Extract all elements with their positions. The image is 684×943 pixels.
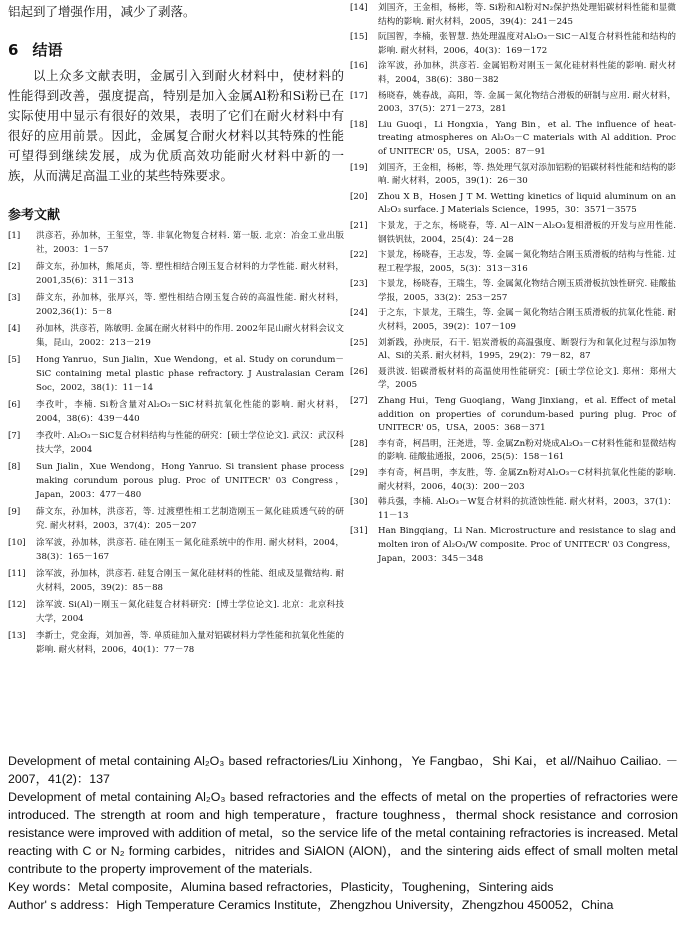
reference-item: [350, 307, 676, 334]
reference-number: [26]: [350, 366, 368, 377]
reference-number: [4]: [8, 324, 21, 334]
reference-item: [350, 90, 676, 117]
reference-text: 刘国齐，王金相，杨彬，等. Si粉和Al粉对N₂保护热处理铝碳材料性能和显微结构的影响. 耐火材料，2005，39(4)：241－245: [378, 3, 676, 27]
reference-text: 聂洪波. 铝碳滑板材料的高温使用性能研究：[硕士学位论文]. 郑州：郑州大学，2005: [378, 366, 676, 391]
reference-text: 李孜叶. Al₂O₃－SiC复合材料结构与性能的研究：[硕士学位论文]. 武汉：武汉科技大学，2004: [36, 431, 344, 455]
section-title: 结语: [32, 41, 63, 59]
reference-text: 薛文东，孙加林，洪彦若，等. 过渡塑性相工艺制造刚玉－氮化硅质透气砖的研究. 耐火材料，2003，37(4)：205－207: [36, 507, 344, 531]
reference-text: 薛文东，孙加林，熊尾贞，等. 塑性相结合刚玉复合材料的力学性能. 耐火材料，2001,35(6)：311－313: [36, 262, 344, 286]
reference-text: 卞景龙，杨晓春，王志发，等. 金属－氮化物结合刚玉质滑板的结构与性能. 过程工程学报，2005，5(3)：313－316: [378, 250, 676, 274]
reference-item: [8, 429, 344, 457]
reference-number: [21]: [350, 220, 368, 231]
reference-number: [1]: [8, 231, 21, 241]
reference-number: [5]: [8, 355, 21, 365]
reference-item: [8, 460, 344, 502]
reference-text: 刘新践，孙庚辰，石干. 铝炭滑板的高温强度、断裂行为和氧化过程与添加物Al、Si的关系. 耐火材料，1995，29(2)：79－82，87: [378, 337, 676, 362]
reference-item: [350, 162, 676, 189]
abstract-citation: Development of metal containing Al₂O₃ based refractories/Liu Xinhong，Ye Fangbao，Shi Kai，et al//Naihuo Cailiao. －2007，41(2)：137: [8, 754, 678, 786]
reference-number: [7]: [8, 431, 21, 441]
reference-text: Han Bingqiang，Li Nan. Microstructure and resistance to slag and molten iron of Al₂O₃/W composite. Proc of UNITECR' 03 Congress，Japan，2003：345－348: [378, 526, 676, 564]
reference-text: 涂军波，孙加林，洪彦若. 硅复合刚玉－氮化硅材料的性能、组成及显微结构. 耐火材料，2005，39(2)：85－88: [36, 569, 344, 593]
reference-number: [10]: [8, 538, 26, 548]
reference-text: 孙加林，洪彦若，陈敏明. 金属在耐火材料中的作用. 2002年昆山耐火材料会议文集，昆山，2002：213－219: [36, 324, 344, 348]
reference-item: [350, 337, 676, 364]
reference-text: 李孜叶，李楠. Si粉含量对Al₂O₃－SiC材料抗氧化性能的影响. 耐火材料，2004，38(6)：439－440: [36, 400, 344, 424]
references-list-left: [8, 229, 344, 657]
reference-number: [31]: [350, 526, 368, 537]
reference-text: Liu Guoqi，Li Hongxia，Yang Bin，et al. The influence of heat-treating atmospheres on Al₂O₃－C materials with Al addition. Proc of UNITECR' 05，USA，2005：87－91: [378, 119, 676, 157]
reference-number: [23]: [350, 279, 368, 290]
reference-item: [8, 567, 344, 595]
reference-text: 涂军波，孙加林，洪彦若. 硅在刚玉－氮化硅系统中的作用. 耐火材料，2004，38(3)：165－167: [36, 538, 344, 562]
reference-item: [8, 629, 344, 657]
left-column: [8, 2, 344, 660]
lead-line: 铝起到了增强作用，减少了剥落。: [8, 4, 196, 19]
reference-number: [20]: [350, 191, 368, 202]
reference-number: [9]: [8, 507, 21, 517]
reference-number: [19]: [350, 162, 368, 173]
reference-item: [350, 249, 676, 276]
section-number: 6: [8, 41, 19, 59]
reference-number: [14]: [350, 3, 368, 13]
reference-item: [8, 598, 344, 626]
reference-item: [350, 31, 676, 58]
reference-item: [8, 353, 344, 395]
reference-item: [350, 438, 676, 465]
reference-text: 于之东，卞景龙，王瑞生，等. 金属－氮化物结合刚玉质滑板的抗氧化性能. 耐火材料，2005，39(2)：107－109: [378, 308, 676, 333]
reference-number: [11]: [8, 569, 26, 579]
reference-number: [3]: [8, 293, 21, 303]
reference-item: [350, 191, 676, 218]
reference-item: [8, 398, 344, 426]
reference-number: [16]: [350, 61, 368, 72]
reference-text: Sun Jialin，Xue Wendong，Hong Yanruo. Si transient phase process making corundum porous plug. Proc of UNITECR' 03 Congress，Japan，2003：477－480: [36, 462, 344, 500]
reference-text: 涂军波，孙加林，洪彦若. 金属铝粉对刚玉－氮化硅材料性能的影响. 耐火材料，2004，38(6)：380－382: [378, 61, 676, 85]
reference-text: Hong Yanruo，Sun Jialin，Xue Wendong，et al. Study on corundum－SiC containing metal plastic phase refractory. J Australasian Ceram Soc，2002，38(1)：11－14: [36, 355, 344, 393]
section-heading: [8, 39, 344, 60]
reference-item: [350, 2, 676, 29]
reference-text: 薛文东，孙加林，张厚兴，等. 塑性相结合刚玉复合砖的高温性能. 耐火材料，2002,36(1)：5－8: [36, 293, 344, 317]
reference-number: [25]: [350, 337, 368, 348]
reference-item: [8, 536, 344, 564]
reference-item: [350, 395, 676, 436]
reference-number: [12]: [8, 600, 26, 610]
reference-text: Zhou X B，Hosen J T M. Wetting kinetics of liquid aluminum on an Al₂O₃ surface. J Materials Science，1995，30：3571－3575: [378, 191, 676, 216]
reference-text: 刘国齐，王金相，杨彬，等. 热处理气氛对添加铝粉的铝碳材料性能和结构的影响. 耐火材料，2005，39(1)：26－30: [378, 162, 676, 187]
english-abstract: [8, 752, 678, 914]
reference-number: [22]: [350, 250, 368, 261]
reference-item: [8, 260, 344, 288]
reference-text: Zhang Hui，Teng Guoqiang，Wang Jinxiang，et al. Effect of metal addition on properties of corundum-based puring plug. Proc of UNITECR' 05，USA，2005：368－371: [378, 396, 676, 434]
reference-item: [350, 525, 676, 566]
right-column: [350, 2, 676, 568]
reference-item: [8, 505, 344, 533]
abstract-body: Development of metal containing Al₂O₃ based refractories and the effects of metal on the properties of refractories were introduced. The strength at room and high temperature，fracture toughness，thermal shock resistance and corrosion resistance were improved with addition of metal，so the service life of the metal containing refractories is increased. Metal reacting with C or N₂ forming carbides，nitrides and SiAlON (AlON)，and the sintering aids effect of small molten metal contribute to the property improvement of the materials.: [8, 790, 678, 876]
reference-item: [350, 60, 676, 87]
reference-number: [27]: [350, 396, 368, 407]
reference-item: [8, 229, 344, 257]
reference-item: [8, 322, 344, 350]
reference-number: [8]: [8, 462, 21, 472]
abstract-keywords: Key words：Metal composite，Alumina based refractories，Plasticity，Toughening，Sintering aids: [8, 880, 554, 894]
reference-number: [29]: [350, 468, 368, 478]
reference-number: [6]: [8, 400, 21, 410]
reference-number: [30]: [350, 497, 368, 508]
reference-number: [24]: [350, 308, 368, 319]
reference-text: 韩兵强，李楠. Al₂O₃－W复合材料的抗渣蚀性能. 耐火材料，2003，37(1)：11－13: [378, 497, 676, 521]
reference-number: [17]: [350, 90, 368, 101]
reference-text: 李有奇，柯昌明，汪尧进，等. 金属Zn粉对烧成Al₂O₃－C材料性能和显微结构的影响. 硅酸盐通报，2006，25(5)：158－161: [378, 438, 676, 463]
reference-number: [28]: [350, 438, 368, 449]
reference-item: [350, 496, 676, 523]
reference-text: 卞景龙，于之东，杨晓春，等. Al－AlN－Al₂O₃复相滑板的开发与应用性能. 钢铁钒钛，2004，25(4)：24－28: [378, 220, 676, 245]
reference-item: [350, 366, 676, 393]
references-heading: 参考文献: [8, 208, 61, 223]
reference-text: 李新士，党金海，刘加善，等. 单质硅加入量对铝碳材料力学性能和抗氧化性能的影响. 耐火材料，2006，40(1)：77－78: [36, 631, 344, 655]
reference-text: 卞景龙，杨晓春，王瑞生，等. 金属氮化物结合刚玉质滑板抗蚀性研究. 硅酸盐学报，2005，33(2)：253－257: [378, 279, 676, 303]
reference-item: [350, 220, 676, 247]
reference-item: [350, 467, 676, 494]
reference-number: [2]: [8, 262, 21, 272]
reference-text: 李有奇，柯昌明，李友胜，等. 金属Zn粉对Al₂O₃－C材料抗氧化性能的影响. 耐火材料，2006，40(3)：200－203: [378, 468, 676, 492]
reference-text: 阮国智，李楠，张智慧. 热处理温度对Al₂O₃－SiC－Al复合材料性能和结构的影响. 耐火材料，2006，40(3)：169－172: [378, 32, 676, 56]
reference-text: 涂军波. Si(Al)－刚玉－氮化硅复合材料研究：[博士学位论文]. 北京：北京科技大学，2004: [36, 600, 344, 624]
reference-item: [350, 119, 676, 160]
reference-text: 杨晓春，姚春战，高阳，等. 金属－氮化物结合滑板的研制与应用. 耐火材料，2003，37(5)：271－273，281: [378, 90, 676, 115]
references-list-right: [350, 2, 676, 566]
reference-item: [350, 278, 676, 305]
reference-number: [18]: [350, 119, 368, 130]
reference-text: 洪彦若，孙加林，王玺堂，等. 非氧化物复合材料. 第一版. 北京：冶金工业出版社，2003：1－57: [36, 231, 344, 255]
reference-number: [15]: [350, 32, 368, 43]
conclusion-paragraph: 以上众多文献表明，金属引入到耐火材料中，使材料的性能得到改善，强度提高，特别是加入金属Al粉和Si粉已在实际使用中显示有很好的效果，表明了它们在耐火材料中有很好的应用前景。因此，金属复合耐火材料以其特殊的性能可望得到继续发展，成为优质高效功能耐火材料中新的一族，从而满足高温工业的某些特殊要求。: [8, 68, 344, 183]
reference-item: [8, 291, 344, 319]
reference-number: [13]: [8, 631, 26, 641]
abstract-address: Author' s address：High Temperature Ceramics Institute，Zhengzhou University，Zhengzhou 450052，China: [8, 898, 614, 912]
